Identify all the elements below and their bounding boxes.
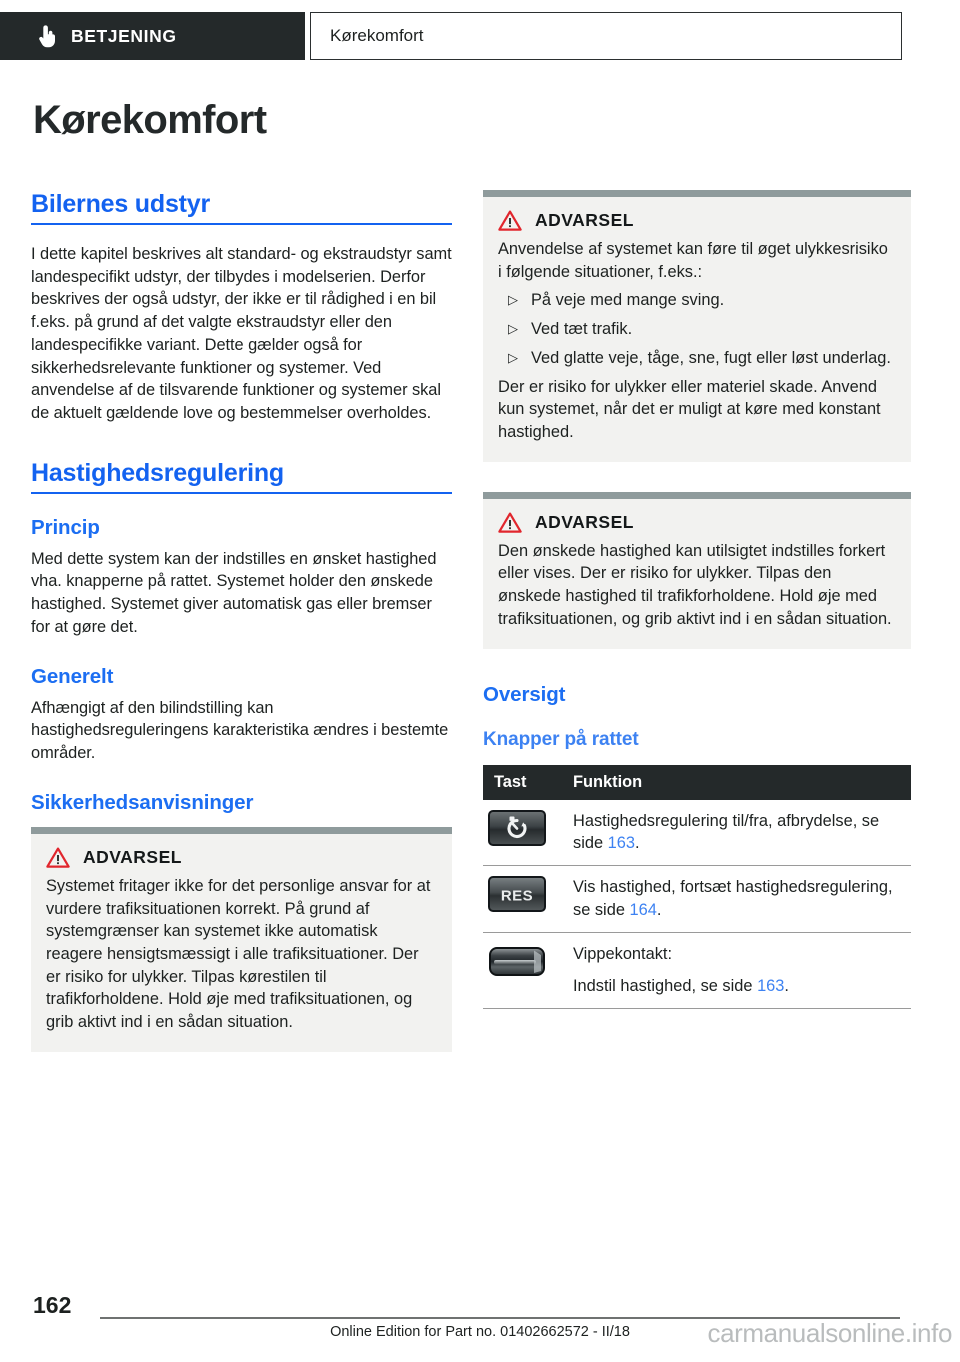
table-row bbox=[483, 932, 911, 1008]
row-text-line2 bbox=[573, 975, 911, 998]
warning-triangle-icon bbox=[46, 847, 70, 868]
subheading-oversigt: Oversigt bbox=[483, 682, 566, 706]
left-column bbox=[31, 190, 452, 1052]
chapter-label: BETJENING bbox=[71, 25, 177, 46]
warning-box bbox=[31, 827, 452, 1052]
res-button-label: RES bbox=[500, 887, 534, 905]
page-reference-link[interactable]: 164 bbox=[629, 900, 657, 919]
right-column bbox=[483, 190, 911, 1009]
warning-triangle-icon bbox=[498, 210, 522, 231]
watermark: carmanualsonline.info bbox=[707, 1318, 952, 1348]
section-tab-label: Kørekomfort bbox=[330, 26, 424, 45]
list-item bbox=[498, 315, 896, 344]
section-heading: Hastighedsregulering bbox=[31, 458, 284, 487]
table-cell-icon bbox=[483, 800, 563, 866]
page-reference-link[interactable]: 163 bbox=[757, 977, 785, 996]
column-header-funktion: Funktion bbox=[563, 765, 911, 800]
warning-box bbox=[483, 190, 911, 462]
warning-header bbox=[46, 847, 437, 868]
warning-header bbox=[498, 210, 896, 231]
page-number: 162 bbox=[33, 1292, 72, 1318]
res-resume-button-icon bbox=[488, 876, 546, 912]
row-text-after: . bbox=[784, 977, 789, 996]
heading-rule bbox=[31, 492, 452, 494]
warning-intro: Anvendelse af systemet kan føre til øget ulykkesrisiko i følgende situationer, f.eks.: bbox=[498, 240, 888, 281]
buttons-table bbox=[483, 765, 911, 1009]
section-hastighedsregulering bbox=[31, 459, 452, 1052]
table-header-row bbox=[483, 765, 911, 800]
page-header bbox=[0, 12, 960, 60]
warning-bullet-list bbox=[498, 286, 896, 372]
page-title: Kørekomfort bbox=[33, 98, 267, 142]
triangle-bullet-icon: ▷ bbox=[508, 349, 518, 365]
warning-outro: Der er risiko for ulykker eller materiel skade. Anvend kun systemet, når det er muligt at køre med konstant hastighed. bbox=[498, 377, 881, 442]
table-row bbox=[483, 866, 911, 932]
table-cell-text bbox=[563, 800, 911, 866]
footer-note: Online Edition for Part no. 01402662572 - II/18 bbox=[330, 1324, 630, 1340]
row-text-before: Hastighedsregulering til/fra, afbrydelse, se side bbox=[573, 811, 880, 853]
row-text-line1: Vippekontakt: bbox=[573, 944, 673, 963]
pointing-hand-icon bbox=[38, 24, 57, 48]
row-text-before: Vis hastighed, fortsæt hastighedsregulering, se side bbox=[573, 878, 893, 919]
subheading-knapper-paa-rattet: Knapper på rattet bbox=[483, 728, 639, 750]
table-cell-icon bbox=[483, 866, 563, 932]
table-cell-text bbox=[563, 866, 911, 932]
warning-title: ADVARSEL bbox=[535, 210, 634, 230]
subheading-generelt: Generelt bbox=[31, 664, 114, 688]
triangle-bullet-icon: ▷ bbox=[508, 292, 518, 308]
triangle-bullet-icon: ▷ bbox=[508, 321, 518, 337]
table-header bbox=[483, 765, 911, 800]
subheading-princip: Princip bbox=[31, 515, 100, 539]
section-bilernes-udstyr bbox=[31, 190, 452, 425]
section-paragraph: I dette kapitel beskrives alt standard- og ekstraudstyr samt landespecifikt udstyr, der tilbydes i modelserien. Derfor beskrives der også udstyr, der ikke er til rådighed i en bil f.eks. på grund af det valgte ekstraudstyr eller den landespecifikke variant. Dette gælder også for sikkerhedsrelevante funktioner og systemer. Ved anvendelse af de tilsvarende funktioner og systemer skal de aktuelt gældende love og bestemmelser overholdes. bbox=[31, 245, 452, 423]
warning-header bbox=[498, 512, 896, 533]
section-heading: Bilernes udstyr bbox=[31, 190, 211, 218]
subheading-sikkerhedsanvisninger: Sikkerhedsanvisninger bbox=[31, 790, 254, 814]
section-tab[interactable] bbox=[310, 12, 902, 60]
princip-paragraph: Med dette system kan der indstilles en ønsket hastighed vha. knapperne på rattet. Systemet holder den ønskede hastighed. Systemet giver automatisk gas eller bremser for at gøre det. bbox=[31, 549, 437, 636]
rocker-switch-icon bbox=[488, 943, 546, 979]
generelt-paragraph: Afhængigt af den bilindstilling kan hastighedsreguleringens karakteristika ændres i bestemte områder. bbox=[31, 698, 449, 763]
table-body bbox=[483, 800, 911, 1009]
list-item-label: Ved tæt trafik. bbox=[531, 320, 633, 339]
column-header-tast: Tast bbox=[483, 765, 563, 800]
warning-text: Den ønskede hastighed kan utilsigtet indstilles forkert eller vises. Der er risiko for ulykker. Tilpas den ønskede hastighed til trafikforholdene. Hold øje med trafiksituationen, og grib aktivt ind i en sådan situation. bbox=[498, 541, 892, 628]
warning-triangle-icon bbox=[498, 512, 522, 533]
list-item bbox=[498, 344, 896, 373]
warning-text: Systemet fritager ikke for det personlige ansvar for at vurdere trafiksituationen korrekt. På grund af systemgrænser kan systemet ikke automatisk reagere hensigtsmæssigt i alle trafiksituationer. Der er risiko for ulykker. Tilpas kørestilen til trafikforholdene. Hold øje med trafiksituationen, og grib aktivt ind i en sådan situation. bbox=[46, 876, 431, 1032]
list-item-label: Ved glatte veje, tåge, sne, fugt eller løst underlag. bbox=[531, 348, 891, 367]
heading-rule bbox=[31, 223, 452, 225]
list-item bbox=[498, 286, 896, 315]
warning-title: ADVARSEL bbox=[83, 846, 182, 867]
table-row bbox=[483, 800, 911, 866]
table-cell-text bbox=[563, 932, 911, 1008]
list-item-label: På veje med mange sving. bbox=[531, 291, 725, 310]
chapter-tab[interactable] bbox=[0, 12, 305, 60]
page-reference-link[interactable]: 163 bbox=[607, 834, 635, 853]
page-footer bbox=[0, 1272, 960, 1362]
table-cell-icon bbox=[483, 932, 563, 1008]
warning-title: ADVARSEL bbox=[535, 511, 634, 532]
row-text-after: . bbox=[656, 900, 662, 919]
warning-box bbox=[483, 492, 911, 649]
row-text-before: Indstil hastighed, se side bbox=[573, 977, 758, 996]
row-text-after: . bbox=[634, 834, 640, 853]
cruise-control-on-off-button-icon bbox=[488, 810, 546, 846]
